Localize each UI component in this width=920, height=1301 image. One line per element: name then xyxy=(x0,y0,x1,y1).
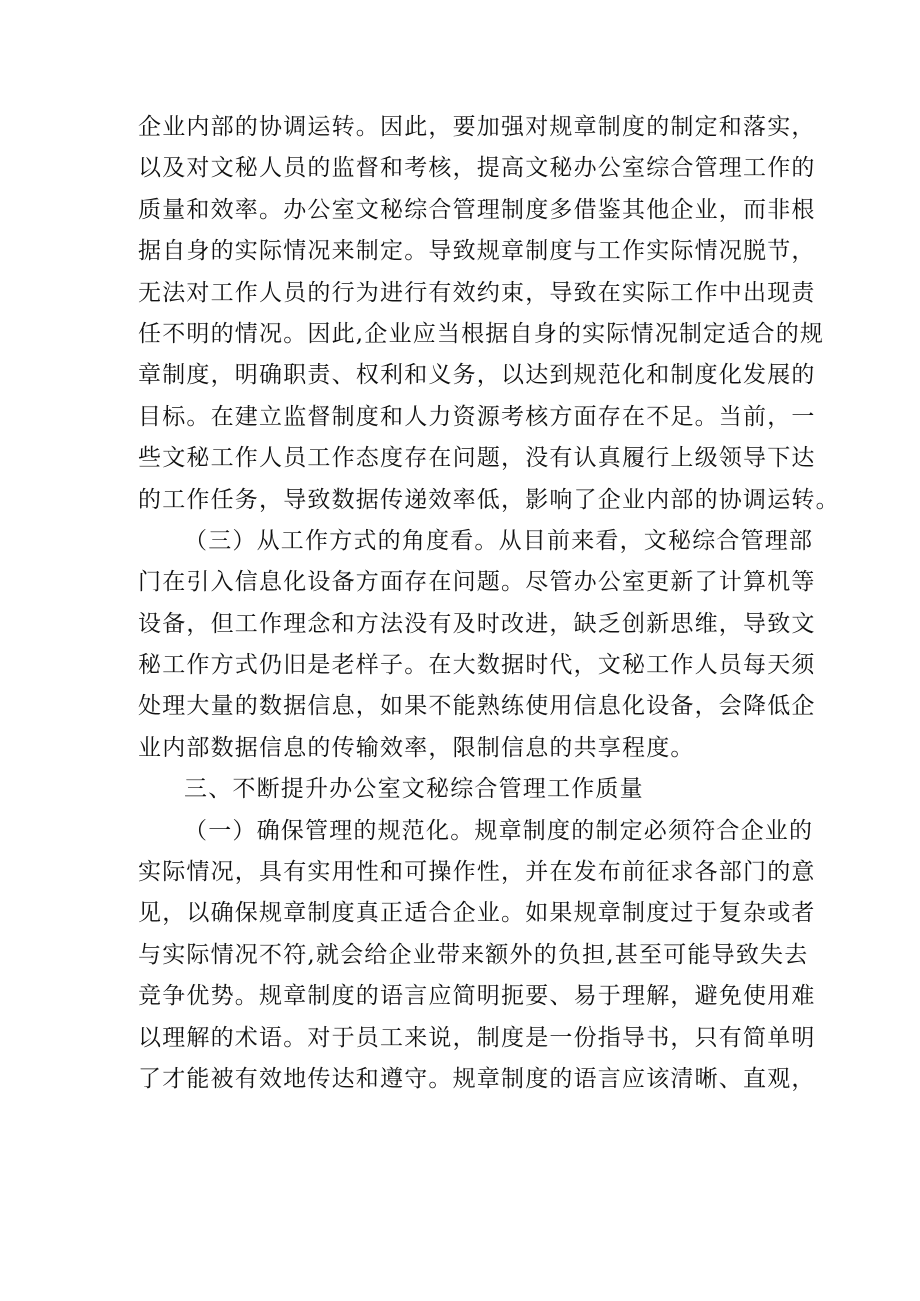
text-line: 章制度，明确职责、权利和义务，以达到规范化和制度化发展的 xyxy=(138,362,816,389)
text-line: 竞争优势。规章制度的语言应简明扼要、易于理解，避免使用难 xyxy=(138,983,816,1010)
text-line: 实际情况，具有实用性和可操作性，并在发布前征求各部门的意 xyxy=(138,859,816,886)
paragraph-first-line: （一）确保管理的规范化。规章制度的制定必须符合企业的 xyxy=(184,817,814,844)
paragraph-first-line: （三）从工作方式的角度看。从目前来看，文秘综合管理部 xyxy=(184,527,814,554)
text-line: 门在引入信息化设备方面存在问题。尽管办公室更新了计算机等 xyxy=(138,569,816,596)
text-line: 的工作任务，导致数据传递效率低，影响了企业内部的协调运转。 xyxy=(138,486,840,513)
text-line: 业内部数据信息的传输效率，限制信息的共享程度。 xyxy=(138,734,695,761)
text-line: 任不明的情况。因此,企业应当根据自身的实际情况制定适合的规 xyxy=(138,320,825,347)
text-line: 质量和效率。办公室文秘综合管理制度多借鉴其他企业，而非根 xyxy=(138,196,816,223)
text-line: 与实际情况不符,就会给企业带来额外的负担,甚至可能导致失去 xyxy=(138,941,809,968)
text-line: 秘工作方式仍旧是老样子。在大数据时代，文秘工作人员每天须 xyxy=(138,652,816,679)
section-heading: 三、不断提升办公室文秘综合管理工作质量 xyxy=(184,776,644,803)
document-body xyxy=(138,107,840,1100)
text-line: 了才能被有效地传达和遵守。规章制度的语言应该清晰、直观， xyxy=(138,1065,816,1092)
text-line: 些文秘工作人员工作态度存在问题，没有认真履行上级领导下达 xyxy=(138,445,816,472)
text-line: 以理解的术语。对于员工来说，制度是一份指导书，只有简单明 xyxy=(138,1024,816,1051)
text-line: 据自身的实际情况来制定。导致规章制度与工作实际情况脱节， xyxy=(138,238,816,265)
text-line: 见，以确保规章制度真正适合企业。如果规章制度过于复杂或者 xyxy=(138,900,816,927)
text-line: 无法对工作人员的行为进行有效约束，导致在实际工作中出现责 xyxy=(138,279,816,306)
text-line: 处理大量的数据信息，如果不能熟练使用信息化设备，会降低企 xyxy=(138,693,816,720)
text-line: 企业内部的协调运转。因此，要加强对规章制度的制定和落实， xyxy=(138,114,816,140)
text-line: 设备，但工作理念和方法没有及时改进，缺乏创新思维，导致文 xyxy=(138,610,816,637)
text-line: 以及对文秘人员的监督和考核，提高文秘办公室综合管理工作的 xyxy=(138,155,816,182)
text-line: 目标。在建立监督制度和人力资源考核方面存在不足。当前，一 xyxy=(138,403,816,430)
